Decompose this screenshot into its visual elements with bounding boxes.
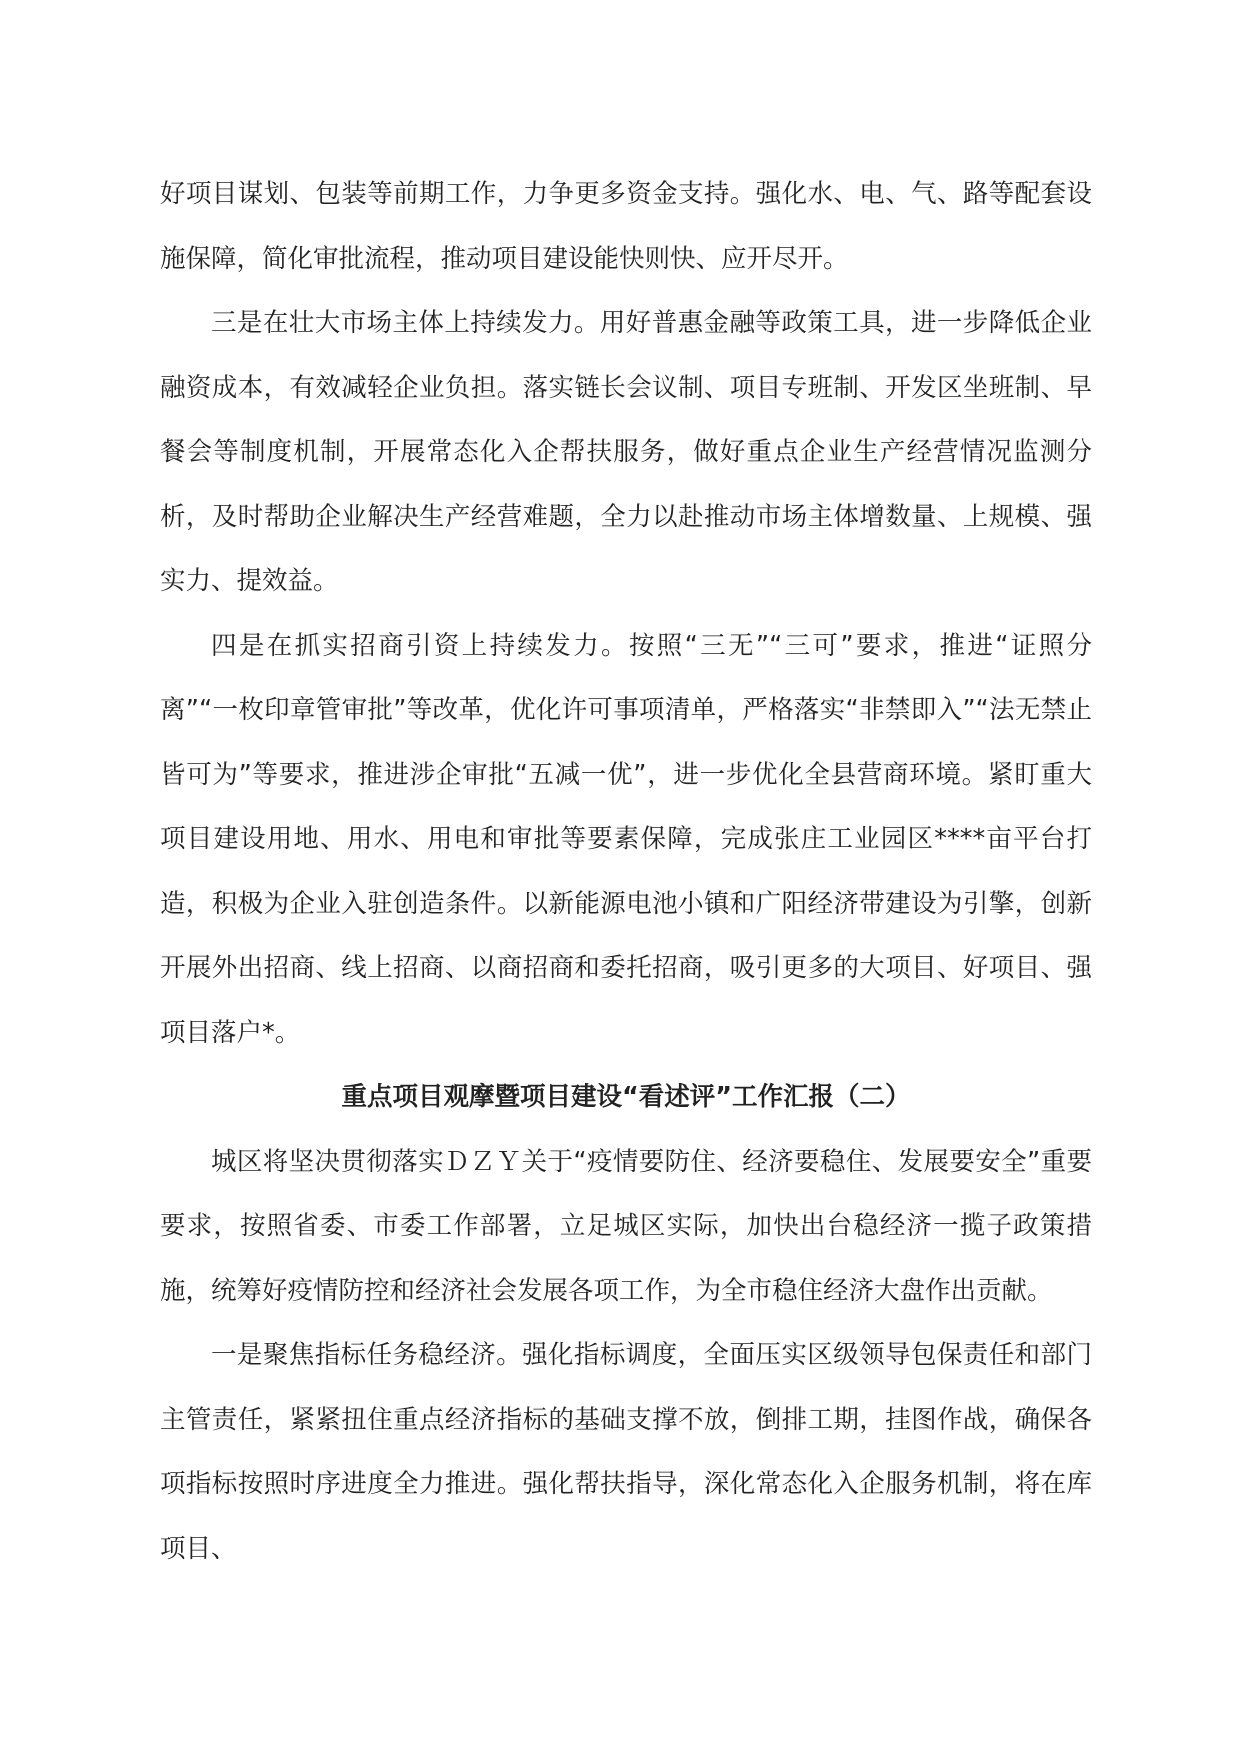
paragraph-market-entities: 三是在壮大市场主体上持续发力。用好普惠金融等政策工具，进一步降低企业融资成本，有效减轻企业负担。落实链长会议制、项目专班制、开发区坐班制、早餐会等制度机制，开展常态化入企帮扶服务，做好重点企业生产经营情况监测分析，及时帮助企业解决生产经营难题，全力以赴推动市场主体增数量、上规模、强实力、提效益。 (160, 308, 1092, 596)
paragraph-continued: 好项目谋划、包装等前期工作，力争更多资金支持。强化水、电、气、路等配套设施保障，简化审批流程，推动项目建设能快则快、应开尽开。 (160, 179, 1092, 274)
section-title: 重点项目观摩暨项目建设“看述评”工作汇报（二） (341, 1082, 911, 1112)
paragraph-indicator-tasks: 一是聚焦指标任务稳经济。强化指标调度，全面压实区级领导包保责任和部门主管责任，紧紧扭住重点经济指标的基础支撑不放，倒排工期，挂图作战，确保各项指标按照时序进度全力推进。强化帮扶指导，深化常态化入企服务机制，将在库项目、 (160, 1340, 1092, 1564)
paragraph-investment-promotion: 四是在抓实招商引资上持续发力。按照“三无”“三可”要求，推进“证照分离”“一枚印章管审批”等改革，优化许可事项清单，严格落实“非禁即入”“法无禁止皆可为”等要求，推进涉企审批“五减一优”，进一步优化全县营商环境。紧盯重大项目建设用地、用水、用电和审批等要素保障，完成张庄工业园区****亩平台打造，积极为企业入驻创造条件。以新能源电池小镇和广阳经济带建设为引擎，创新开展外出招商、线上招商、以商招商和委托招商，吸引更多的大项目、好项目、强项目落户*。 (160, 630, 1092, 1048)
paragraph-intro: 城区将坚决贯彻落实ＤＺＹ关于“疫情要防住、经济要稳住、发展要安全”重要要求，按照省委、市委工作部署，立足城区实际，加快出台稳经济一揽子政策措施，统筹好疫情防控和经济社会发展各项工作，为全市稳住经济大盘作出贡献。 (160, 1146, 1092, 1306)
document-page (160, 162, 1092, 1581)
